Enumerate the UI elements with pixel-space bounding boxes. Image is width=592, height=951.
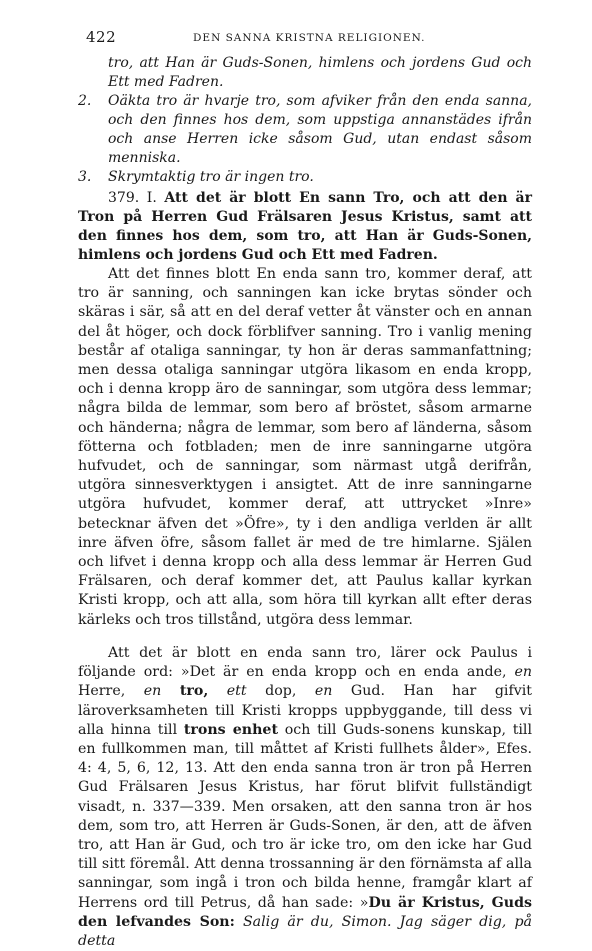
paragraph-text: Att det finnes blott En enda sann tro, kommer deraf, att tro är sanning, och sanningen kan icke brytas sönder och skäras i sär, så att en del deraf vetter åt vänster och en annan del åt höger, och dock förblifver sanning. Tro i vanlig mening består af otaliga sanningar, ty hon är deras sammanfattning; men dessa otaliga sanningar utgöra likasom en enda kropp, och i denna kropp äro de sanningar, som utgöra dess lemmar; några bilda de lemmar, som bero af bröstet, såsom armarne och händerna; några de lemmar, som bero af länderna, såsom fötterna och fotbladen; men de inre sanningarne utgöra hufvudet, och de sanningar, som närmast utgå derifrån, utgöra sinnesverktygen i ansigtet. Att de inre sanningarne utgöra hufvudet, kommer deraf, att uttrycket »Inre» betecknar äfven det »Öfre», ty i den andliga verlden är allt inre äfven öfre, såsom fallet är med de tre himlarne. Själen och lifvet i denna kropp och alla dess lemmar är Herren Gud Frälsaren, och deraf kommer det, att Paulus kallar kyrkan Kristi kropp, och att alla, som höra till kyrkan allt efter deras kärleks och tros tillstånd, utgöra dess lemmar.: [78, 266, 532, 628]
emphasis-text: ett: [226, 683, 247, 700]
paragraph-text: Herre,: [78, 683, 126, 700]
paragraph-text: dop,: [265, 683, 297, 700]
paragraph-text: och till Guds-sonens kunskap, till en fullkommen man, till måttet af Kristi fullhets ålder», Efes. 4: 4, 5, 6, 12, 13. Att den enda sanna tron är tron på Herren Gud Frälsaren Jesus Kristus, har förut blifvit fullständigt visadt, n. 337—339. Men orsaken, att den sanna tron är hos dem, som tro, att Herren är Guds-Sonen, är den, att de äfven tro, att Han är Gud, och tro är icke tro, om den icke har Gud till sitt föremål. Att denna trossanning är den förnämsta af alla sanningar, som ingå i tron och bilda henne, framgår klart af Herrens ord till Petrus, då han sade: »: [78, 721, 533, 911]
faith-type-list: [78, 54, 532, 187]
emphasis-text: en: [514, 664, 532, 681]
list-item-text: tro, att Han är Guds-Sonen, himlens och jordens Gud och Ett med Fadren.: [108, 55, 532, 90]
body-paragraph: [78, 644, 532, 951]
page-number: 422: [86, 28, 117, 46]
list-item: [78, 92, 532, 168]
list-item-text: Oäkta tro är hvarje tro, som afviker från den enda sanna, och den finnes hos dem, som uppstiga annanstädes ifrån och anse Herren icke såsom Gud, utan endast såsom menniska.: [108, 93, 532, 166]
list-item-text: Skrymtaktig tro är ingen tro.: [108, 169, 314, 185]
section-title: Att det är blott En sann Tro, och att den är Tron på Herren Gud Frälsaren Jesus Kristus, samt att den finnes hos dem, som tro, att Han är Guds-Sonen, himlens och jordens Gud och Ett med Fadren.: [78, 190, 533, 263]
running-title: DEN SANNA KRISTNA RELIGIONEN.: [193, 32, 426, 44]
page-header: [78, 28, 532, 50]
emphasis-text: en: [314, 683, 333, 700]
bold-text: tro,: [179, 683, 209, 700]
emphasis-text: Salig är du, Simon. Jag säger dig, på detta: [78, 913, 532, 950]
bold-text: Du är Kristus, Guds den lefvandes Son:: [78, 894, 532, 930]
body-paragraph: [78, 265, 532, 630]
bold-text: trons enhet: [183, 721, 279, 738]
list-item: [78, 168, 532, 187]
list-item-number: 2.: [78, 93, 92, 109]
list-item: [78, 54, 532, 92]
paragraph-text: Gud. Han har gifvit läroverksamheten till Kristi kropps uppbyggande, till dess vi alla hinna till: [78, 683, 532, 738]
paragraph-text: Att det är blott en enda sann tro, lärer ock Paulus i följande ord: »Det är en enda kropp och en enda ande,: [78, 645, 532, 681]
section-number: 379. I.: [108, 190, 157, 206]
emphasis-text: en: [143, 683, 162, 700]
list-item-number: 3.: [78, 169, 92, 185]
section-heading: [78, 189, 532, 265]
